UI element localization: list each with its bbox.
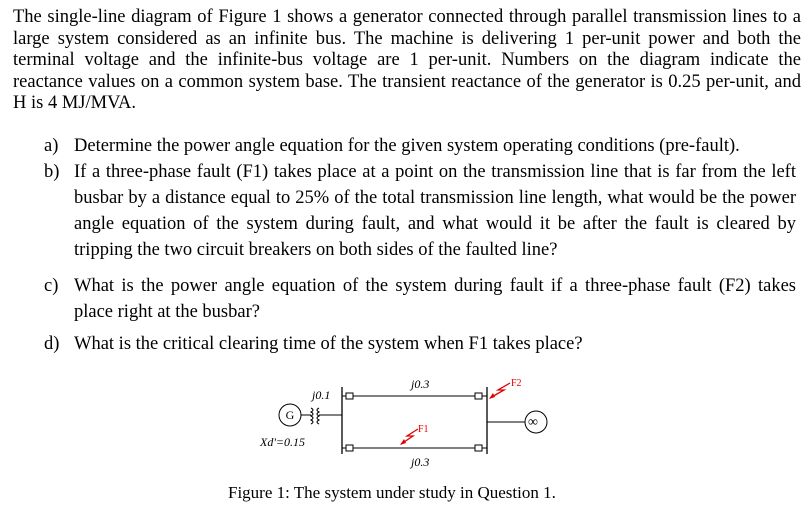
transformer-secondary-coil	[317, 408, 319, 424]
figure-caption: Figure 1: The system under study in Question 1.	[228, 483, 556, 502]
transformer-reactance-label: j0.1	[312, 388, 331, 402]
item-b-text: If a three-phase fault (F1) takes place at a point on the transmission line that is far from the left busbar by a distance equal to 25% of the total transmission line length, what would be the power angle equation of the system during fault, and what would it be after the fault is cleared by tripping the two circuit breakers on both sides of the faulted line?	[74, 162, 796, 260]
generator-reactance-label: Xd'=0.15	[260, 435, 305, 449]
fault-f1-label: F1	[418, 424, 429, 435]
item-a-label: a)	[44, 136, 59, 156]
transformer-primary-coil	[311, 408, 313, 424]
infinite-bus-label: ∞	[528, 415, 538, 430]
question-intro: The single-line diagram of Figure 1 shows a generator connected through parallel transmission lines to a large system considered as an infinite bus. The machine is delivering 1 per-unit power and both the terminal voltage and the infinite-bus voltage are 1 per-unit. Numbers on the diagram indicate the reactance values on a common system base. The transient reactance of the generator is 0.25 per-unit, and H is 4 MJ/MVA.	[13, 7, 801, 114]
item-a-text: Determine the power angle equation for the given system operating conditions (pre-fault).	[74, 136, 740, 156]
line-bottom-reactance-label: j0.3	[411, 455, 430, 469]
breaker-bottom-right	[475, 445, 482, 451]
item-d-label: d)	[44, 334, 60, 354]
breaker-top-right	[475, 393, 482, 399]
line-top-reactance-label: j0.3	[411, 377, 430, 391]
fault-f2-label: F2	[511, 378, 522, 389]
breaker-top-left	[346, 393, 353, 399]
item-d-text: What is the critical clearing time of the system when F1 takes place?	[74, 334, 583, 354]
item-c-label: c)	[44, 276, 59, 296]
breaker-bottom-left	[346, 445, 353, 451]
generator-label: G	[285, 408, 295, 422]
item-c-text: What is the power angle equation of the system during fault if a three-phase fault (F2) takes place right at the busbar?	[74, 276, 796, 322]
item-b-label: b)	[44, 162, 60, 182]
